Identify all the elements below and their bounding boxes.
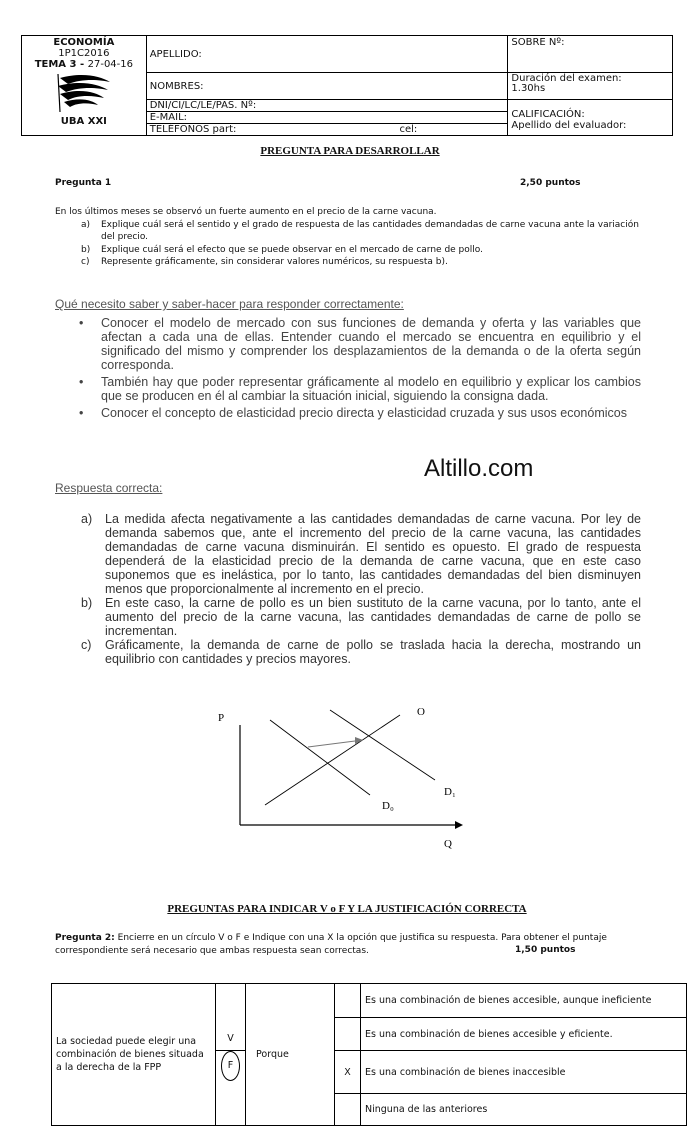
- q2-points: 1,50 puntos: [515, 945, 576, 955]
- need-title: Qué necesito saber y saber-hacer para responder correctamente:: [55, 297, 404, 311]
- option-mark-4[interactable]: [335, 1094, 361, 1126]
- demand-curve-d0: [270, 720, 370, 795]
- dni-field[interactable]: DNI/CI/LC/LE/PAS. Nº:: [146, 100, 508, 112]
- exam-date: 27-04-16: [87, 59, 133, 70]
- shift-arrow: [308, 741, 355, 747]
- option-text-3: Es una combinación de bienes inaccesible: [361, 1051, 687, 1094]
- q2-text: Encierre en un círculo V o F e Indique con una X la opción que justifica su respuesta. Para obtener el puntaje correspondiente será necesario que ambas respuesta sean correctas.: [55, 933, 607, 956]
- sobre-field[interactable]: SOBRE Nº:: [508, 36, 673, 73]
- calificacion-cell: [508, 100, 673, 136]
- logo-cell: [22, 36, 147, 136]
- option-text-2: Es una combinación de bienes accesible y eficiente.: [361, 1018, 687, 1051]
- apellido-field[interactable]: APELLIDO:: [146, 36, 508, 73]
- option-mark-1[interactable]: [335, 984, 361, 1018]
- telefonos-field[interactable]: [146, 124, 508, 136]
- subject-name: ECONOMÍA: [53, 37, 115, 48]
- vf-table: [51, 983, 687, 1126]
- q1-item-b: b) Explique cuál será el efecto que se puede observar en el mercado de carne de pollo.: [81, 244, 483, 255]
- telefonos-label: TELÉFONOS part:: [149, 124, 237, 135]
- graph-o-label: O: [417, 706, 425, 718]
- q1-item-c: c) Represente gráficamente, sin considerar valores numéricos, su respuesta b).: [81, 257, 448, 267]
- vf-statement: La sociedad puede elegir una combinación de bienes situada a la derecha de la FPP: [52, 984, 216, 1126]
- email-field[interactable]: E-MAIL:: [146, 112, 508, 124]
- need-item: • Conocer el concepto de elasticidad precio directa y elasticidad cruzada y sus usos económicos: [79, 406, 627, 420]
- option-f-cell[interactable]: [216, 1051, 246, 1126]
- supply-demand-graph: [200, 695, 480, 855]
- section1-title: PREGUNTA PARA DESARROLLAR: [260, 145, 440, 157]
- answer-item-a: a) La medida afecta negativamente a las cantidades demandadas de carne vacuna. Por ley de demanda sabemos que, ante el incremento del precio de la carne vacuna, las cantidades demandadas de carne vacuna disminuirán. El sentido es opuesto. El grado de respuesta dependerá de la elasticidad precio de la demanda de carne vacuna, que en este caso suponemos que es inelástica, por lo tanto, las cantidades demandadas del bien disminuyen menos que proporcionalmente al incremento en el precio.: [81, 512, 641, 596]
- exam-header-table: [21, 35, 673, 136]
- duracion-label: Duración del examen:: [511, 73, 622, 84]
- tema-label: TEMA 3 -: [34, 59, 85, 70]
- q1-points: 2,50 puntos: [520, 178, 581, 188]
- duracion-cell: [508, 73, 673, 100]
- section2-title: PREGUNTAS PARA INDICAR V o F Y LA JUSTIFICACIÓN CORRECTA: [167, 903, 527, 915]
- demand-curve-d1: [330, 710, 435, 780]
- q1-block: [55, 206, 645, 269]
- nombres-field[interactable]: NOMBRES:: [146, 73, 508, 100]
- option-mark-3[interactable]: X: [335, 1051, 361, 1094]
- option-mark-2[interactable]: [335, 1018, 361, 1051]
- porque-label: Porque: [246, 984, 335, 1126]
- uba-logo-icon: [54, 72, 114, 114]
- answer-item-b: b) En este caso, la carne de pollo es un bien sustituto de la carne vacuna, por lo tanto, ante el aumento del precio de la carne vacuna, las cantidades demandadas de carne de pollo se incrementan.: [81, 596, 641, 638]
- need-item: • También hay que poder representar gráficamente al modelo en equilibrio y explicar los cambios que se producen en él al cambiar la situación inicial, siguiendo la consigna dada.: [79, 375, 641, 403]
- graph-q-label: Q: [444, 838, 452, 850]
- cel-label: cel:: [399, 124, 418, 135]
- option-text-1: Es una combinación de bienes accesible, aunque ineficiente: [361, 984, 687, 1018]
- q1-label: Pregunta 1: [55, 178, 112, 188]
- answer-item-c: c) Gráficamente, la demanda de carne de pollo se traslada hacia la derecha, mostrando un equilibrio con cantidades y precios mayores.: [81, 638, 641, 666]
- quantity-axis-arrow-icon: [455, 821, 463, 829]
- supply-curve: [265, 715, 400, 805]
- graph-d0-label: D₀: [382, 800, 394, 812]
- answer-list: [55, 512, 641, 666]
- need-item: • Conocer el modelo de mercado con sus funciones de demanda y oferta y las variables que afectan a cada una de ellas. Entender cuando el mercado se encuentra en equilibrio y el significado del mismo y comprender los desplazamientos de la demanda o de la oferta según corresponda.: [79, 316, 641, 372]
- graph-p-label: P: [218, 712, 225, 724]
- answer-title: Respuesta correcta:: [55, 481, 163, 495]
- shift-arrow-head-icon: [355, 737, 363, 744]
- q1-intro: En los últimos meses se observó un fuerte aumento en el precio de la carne vacuna.: [55, 207, 437, 217]
- watermark-link[interactable]: Altillo.com: [424, 455, 534, 482]
- option-v[interactable]: V: [216, 984, 246, 1051]
- duracion-value: 1.30hs: [511, 83, 546, 94]
- option-text-4: Ninguna de las anteriores: [361, 1094, 687, 1126]
- q1-item-a: a) Explique cuál será el sentido y el grado de respuesta de las cantidades demandadas de carne vacuna ante la variación del precio.: [81, 219, 639, 242]
- logo-text: UBA XXI: [60, 116, 107, 127]
- option-f-circled[interactable]: F: [221, 1051, 240, 1081]
- exam-code: 1P1C2016: [58, 48, 110, 59]
- calificacion-label: CALIFICACIÓN:: [511, 109, 585, 120]
- need-list: [55, 316, 641, 423]
- graph-d1-label: D₁: [444, 786, 456, 798]
- evaluador-label: Apellido del evaluador:: [511, 120, 627, 131]
- q2-label: Pregunta 2:: [55, 933, 115, 943]
